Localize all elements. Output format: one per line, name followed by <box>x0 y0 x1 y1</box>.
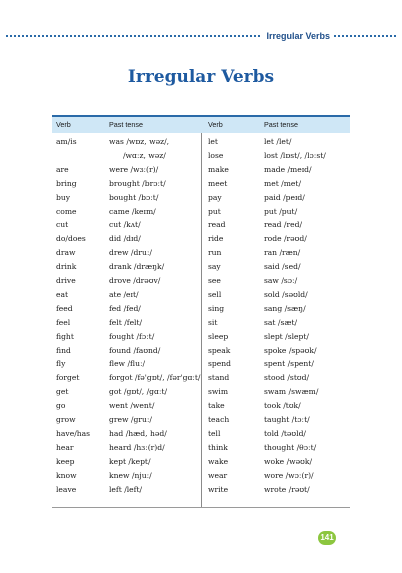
table-row <box>52 318 350 330</box>
table-row <box>52 165 350 177</box>
past-tense-cell: stood /stʊd/ <box>264 373 310 383</box>
page-title: Irregular Verbs <box>127 67 275 87</box>
verb-cell: cut <box>56 220 69 230</box>
verb-cell: have/has <box>56 428 91 438</box>
table-row <box>52 248 350 260</box>
past-tense-cell: drew /druː/ <box>109 248 152 258</box>
verb-cell: buy <box>56 192 71 202</box>
verb-cell: go <box>56 401 66 411</box>
table-row <box>52 304 350 316</box>
verb-cell: sit <box>208 317 218 327</box>
verb-cell: lose <box>208 150 224 160</box>
past-tense-cell: ate /eɪt/ <box>109 289 139 299</box>
past-tense-cell: swam /swæm/ <box>264 387 319 397</box>
verb-cell: swim <box>208 387 229 397</box>
past-tense-cell: saw /sɔː/ <box>264 276 298 285</box>
irregular-verbs-table <box>52 115 350 507</box>
past-tense-cell: sat /sæt/ <box>264 317 298 327</box>
header-past-left: Past tense <box>109 120 143 129</box>
past-tense-cell: cut /kʌt/ <box>109 220 141 230</box>
past-tense-cell: wore /wɔː(r)/ <box>264 470 314 480</box>
past-tense-cell: read /red/ <box>264 220 303 230</box>
verb-cell: pay <box>208 192 222 202</box>
verb-cell: know <box>56 470 77 480</box>
table-row <box>52 387 350 399</box>
verb-cell: stand <box>208 373 230 383</box>
past-tense-cell: had /hæd, həd/ <box>109 428 167 438</box>
table-header-row <box>52 115 350 133</box>
past-tense-cell: left /left/ <box>109 484 143 494</box>
table-row <box>52 179 350 191</box>
verb-cell: sleep <box>208 331 229 341</box>
verb-cell: let <box>208 137 218 146</box>
verb-cell: wake <box>208 456 229 466</box>
table-row <box>52 151 350 163</box>
past-tense-cell: kept /kept/ <box>109 456 151 466</box>
verb-cell: drink <box>56 262 77 272</box>
past-tense-cell: lost /lɒst/, /lɔːst/ <box>264 150 326 160</box>
table-row <box>52 401 350 413</box>
verb-cell: grow <box>56 415 76 424</box>
table-row <box>52 471 350 483</box>
verb-cell: find <box>56 345 71 355</box>
verb-cell: say <box>208 262 221 272</box>
table-row <box>52 276 350 288</box>
verb-cell: keep <box>56 456 75 466</box>
verb-cell: speak <box>208 345 231 355</box>
table-row <box>52 359 350 371</box>
verb-cell: do/does <box>56 234 86 244</box>
past-tense-cell: felt /felt/ <box>109 317 143 327</box>
past-tense-cell: /wɑːz, wəz/ <box>123 150 166 160</box>
table-row <box>52 332 350 344</box>
running-header-title: Irregular Verbs <box>262 28 334 44</box>
past-tense-cell: spent /spent/ <box>264 359 314 369</box>
verb-cell: see <box>208 276 221 285</box>
table-row <box>52 457 350 469</box>
table-row <box>52 193 350 205</box>
past-tense-cell: drank /dræŋk/ <box>109 262 165 272</box>
table-row <box>52 137 350 149</box>
table-row <box>52 207 350 219</box>
verb-cell: feel <box>56 317 71 327</box>
past-tense-cell: brought /brɔːt/ <box>109 178 166 188</box>
table-bottom-rule <box>52 507 350 508</box>
verb-cell: tell <box>208 428 221 438</box>
header-verb-left: Verb <box>56 120 71 129</box>
past-tense-cell: flew /fluː/ <box>109 359 146 369</box>
past-tense-cell: wrote /rəʊt/ <box>264 484 310 494</box>
table-row <box>52 443 350 455</box>
page-number-badge: 141 <box>318 531 336 545</box>
running-header <box>0 28 402 44</box>
verb-cell: forget <box>56 373 80 383</box>
verb-cell: put <box>208 206 221 216</box>
table-row <box>52 346 350 358</box>
past-tense-cell: sang /sæŋ/ <box>264 303 306 313</box>
past-tense-cell: told /təʊld/ <box>264 428 306 438</box>
table-row <box>52 429 350 441</box>
verb-cell: write <box>208 484 229 494</box>
past-tense-cell: went /went/ <box>109 401 155 411</box>
verb-cell: sing <box>208 303 225 313</box>
verb-cell: think <box>208 442 228 452</box>
table-row <box>52 234 350 246</box>
verb-cell: am/is <box>56 137 77 146</box>
past-tense-cell: slept /slept/ <box>264 331 309 341</box>
table-row <box>52 485 350 497</box>
past-tense-cell: took /tʊk/ <box>264 401 301 411</box>
verb-cell: teach <box>208 415 230 424</box>
past-tense-cell: woke /wəʊk/ <box>264 456 313 466</box>
header-verb-right: Verb <box>208 120 223 129</box>
verb-cell: read <box>208 220 226 230</box>
past-tense-cell: knew /njuː/ <box>109 470 152 480</box>
verb-cell: meet <box>208 178 228 188</box>
verb-cell: wear <box>208 470 228 480</box>
past-tense-cell: said /sed/ <box>264 262 301 272</box>
verb-cell: are <box>56 164 69 174</box>
past-tense-cell: spoke /spəʊk/ <box>264 345 317 355</box>
verb-cell: fight <box>56 331 74 341</box>
past-tense-cell: ran /ræn/ <box>264 248 301 258</box>
past-tense-cell: drove /drəʊv/ <box>109 276 161 285</box>
past-tense-cell: fought /fɔːt/ <box>109 331 155 341</box>
table-row <box>52 220 350 232</box>
past-tense-cell: put /put/ <box>264 206 298 216</box>
verb-cell: spend <box>208 359 232 369</box>
past-tense-cell: heard /hɜː(r)d/ <box>109 442 165 452</box>
verb-cell: eat <box>56 289 69 299</box>
past-tense-cell: paid /peɪd/ <box>264 192 305 202</box>
past-tense-cell: got /gɒt/, /gɑːt/ <box>109 387 168 397</box>
past-tense-cell: fed /fed/ <box>109 303 141 313</box>
verb-cell: drive <box>56 276 76 285</box>
verb-cell: get <box>56 387 69 397</box>
verb-cell: make <box>208 164 229 174</box>
table-row <box>52 373 350 385</box>
past-tense-cell: came /keɪm/ <box>109 206 156 216</box>
past-tense-cell: bought /bɔːt/ <box>109 192 159 202</box>
table-row <box>52 415 350 427</box>
table-row <box>52 290 350 302</box>
verb-cell: leave <box>56 484 77 494</box>
header-dotted-rule <box>6 35 396 37</box>
past-tense-cell: did /dɪd/ <box>109 234 141 244</box>
past-tense-cell: forgot /fə'gɒt/, /fər'gɑːt/ <box>109 373 201 383</box>
verb-cell: draw <box>56 248 76 258</box>
verb-cell: ride <box>208 234 224 244</box>
past-tense-cell: sold /səʊld/ <box>264 289 308 299</box>
past-tense-cell: grew /gruː/ <box>109 415 152 424</box>
verb-cell: feed <box>56 303 73 313</box>
verb-cell: sell <box>208 289 222 299</box>
past-tense-cell: found /faʊnd/ <box>109 345 161 355</box>
verb-cell: come <box>56 206 77 216</box>
verb-cell: bring <box>56 178 77 188</box>
past-tense-cell: rode /rəʊd/ <box>264 234 307 244</box>
verb-cell: run <box>208 248 222 258</box>
past-tense-cell: was /wɒz, wəz/, <box>109 137 170 146</box>
verb-cell: fly <box>56 359 66 369</box>
past-tense-cell: were /wɜː(r)/ <box>109 164 159 174</box>
past-tense-cell: taught /tɔːt/ <box>264 415 310 424</box>
verb-cell: hear <box>56 442 74 452</box>
table-row <box>52 262 350 274</box>
past-tense-cell: thought /θɔːt/ <box>264 442 317 452</box>
past-tense-cell: made /meɪd/ <box>264 164 312 174</box>
header-past-right: Past tense <box>264 120 298 129</box>
past-tense-cell: met /met/ <box>264 178 302 188</box>
past-tense-cell: let /let/ <box>264 137 292 146</box>
verb-cell: take <box>208 401 225 411</box>
